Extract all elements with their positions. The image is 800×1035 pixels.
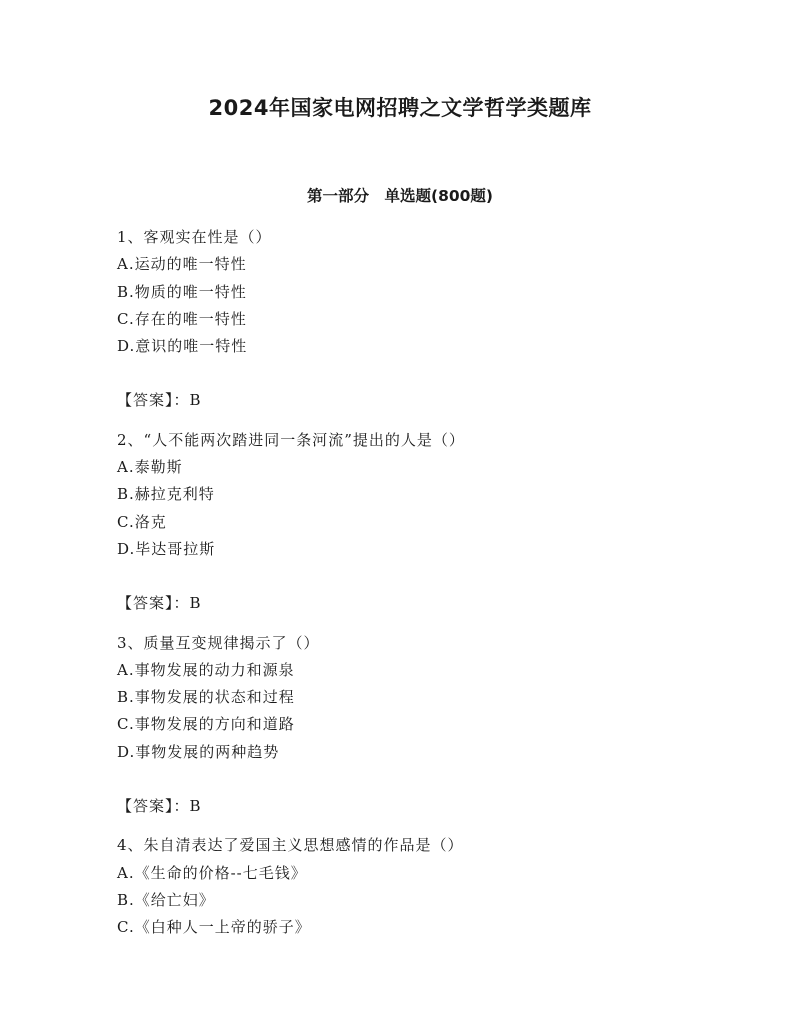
option-c: C.存在的唯一特性 — [117, 309, 247, 328]
option-c: C.事物发展的方向和道路 — [117, 715, 295, 734]
question-stem: 3、质量互变规律揭示了（） — [117, 633, 320, 652]
question-list — [117, 224, 737, 942]
answer-line — [117, 387, 737, 414]
question-stem: 4、朱自清表达了爱国主义思想感情的作品是（） — [117, 836, 464, 855]
option-b: B.赫拉克利特 — [117, 485, 215, 504]
answer-line — [117, 590, 737, 617]
option-c: C.洛克 — [117, 512, 167, 531]
answer-label: 【答案】： — [117, 391, 190, 410]
document-title: 2024年国家电网招聘之文学哲学类题库 — [208, 96, 592, 120]
option-a: A.运动的唯一特性 — [117, 255, 247, 274]
question-2 — [117, 427, 737, 618]
option-a: A.泰勒斯 — [117, 458, 183, 477]
option-a: A.事物发展的动力和源泉 — [117, 660, 295, 679]
question-stem: 1、客观实在性是（） — [117, 228, 272, 246]
option-a: A.《生命的价格--七毛钱》 — [117, 863, 307, 882]
question-4 — [117, 832, 737, 941]
option-d: D.意识的唯一特性 — [117, 337, 248, 356]
answer-line — [117, 793, 737, 820]
answer-label: 【答案】： — [117, 797, 190, 816]
option-d: D.毕达哥拉斯 — [117, 539, 216, 558]
option-b: B.事物发展的状态和过程 — [117, 688, 295, 707]
section-title: 第一部分 单选题(800题) — [306, 187, 494, 205]
option-b: B.物质的唯一特性 — [117, 282, 247, 301]
answer-value: B — [189, 797, 202, 816]
option-d: D.事物发展的两种趋势 — [117, 742, 280, 761]
question-1 — [117, 224, 737, 415]
answer-value: B — [189, 594, 202, 613]
answer-label: 【答案】： — [117, 594, 190, 613]
option-c: C.《白种人一上帝的骄子》 — [117, 918, 311, 937]
question-stem: 2、“人不能两次踏进同一条河流”提出的人是（） — [117, 430, 465, 449]
answer-value: B — [189, 391, 202, 410]
question-3 — [117, 630, 737, 821]
option-b: B.《给亡妇》 — [117, 890, 215, 909]
